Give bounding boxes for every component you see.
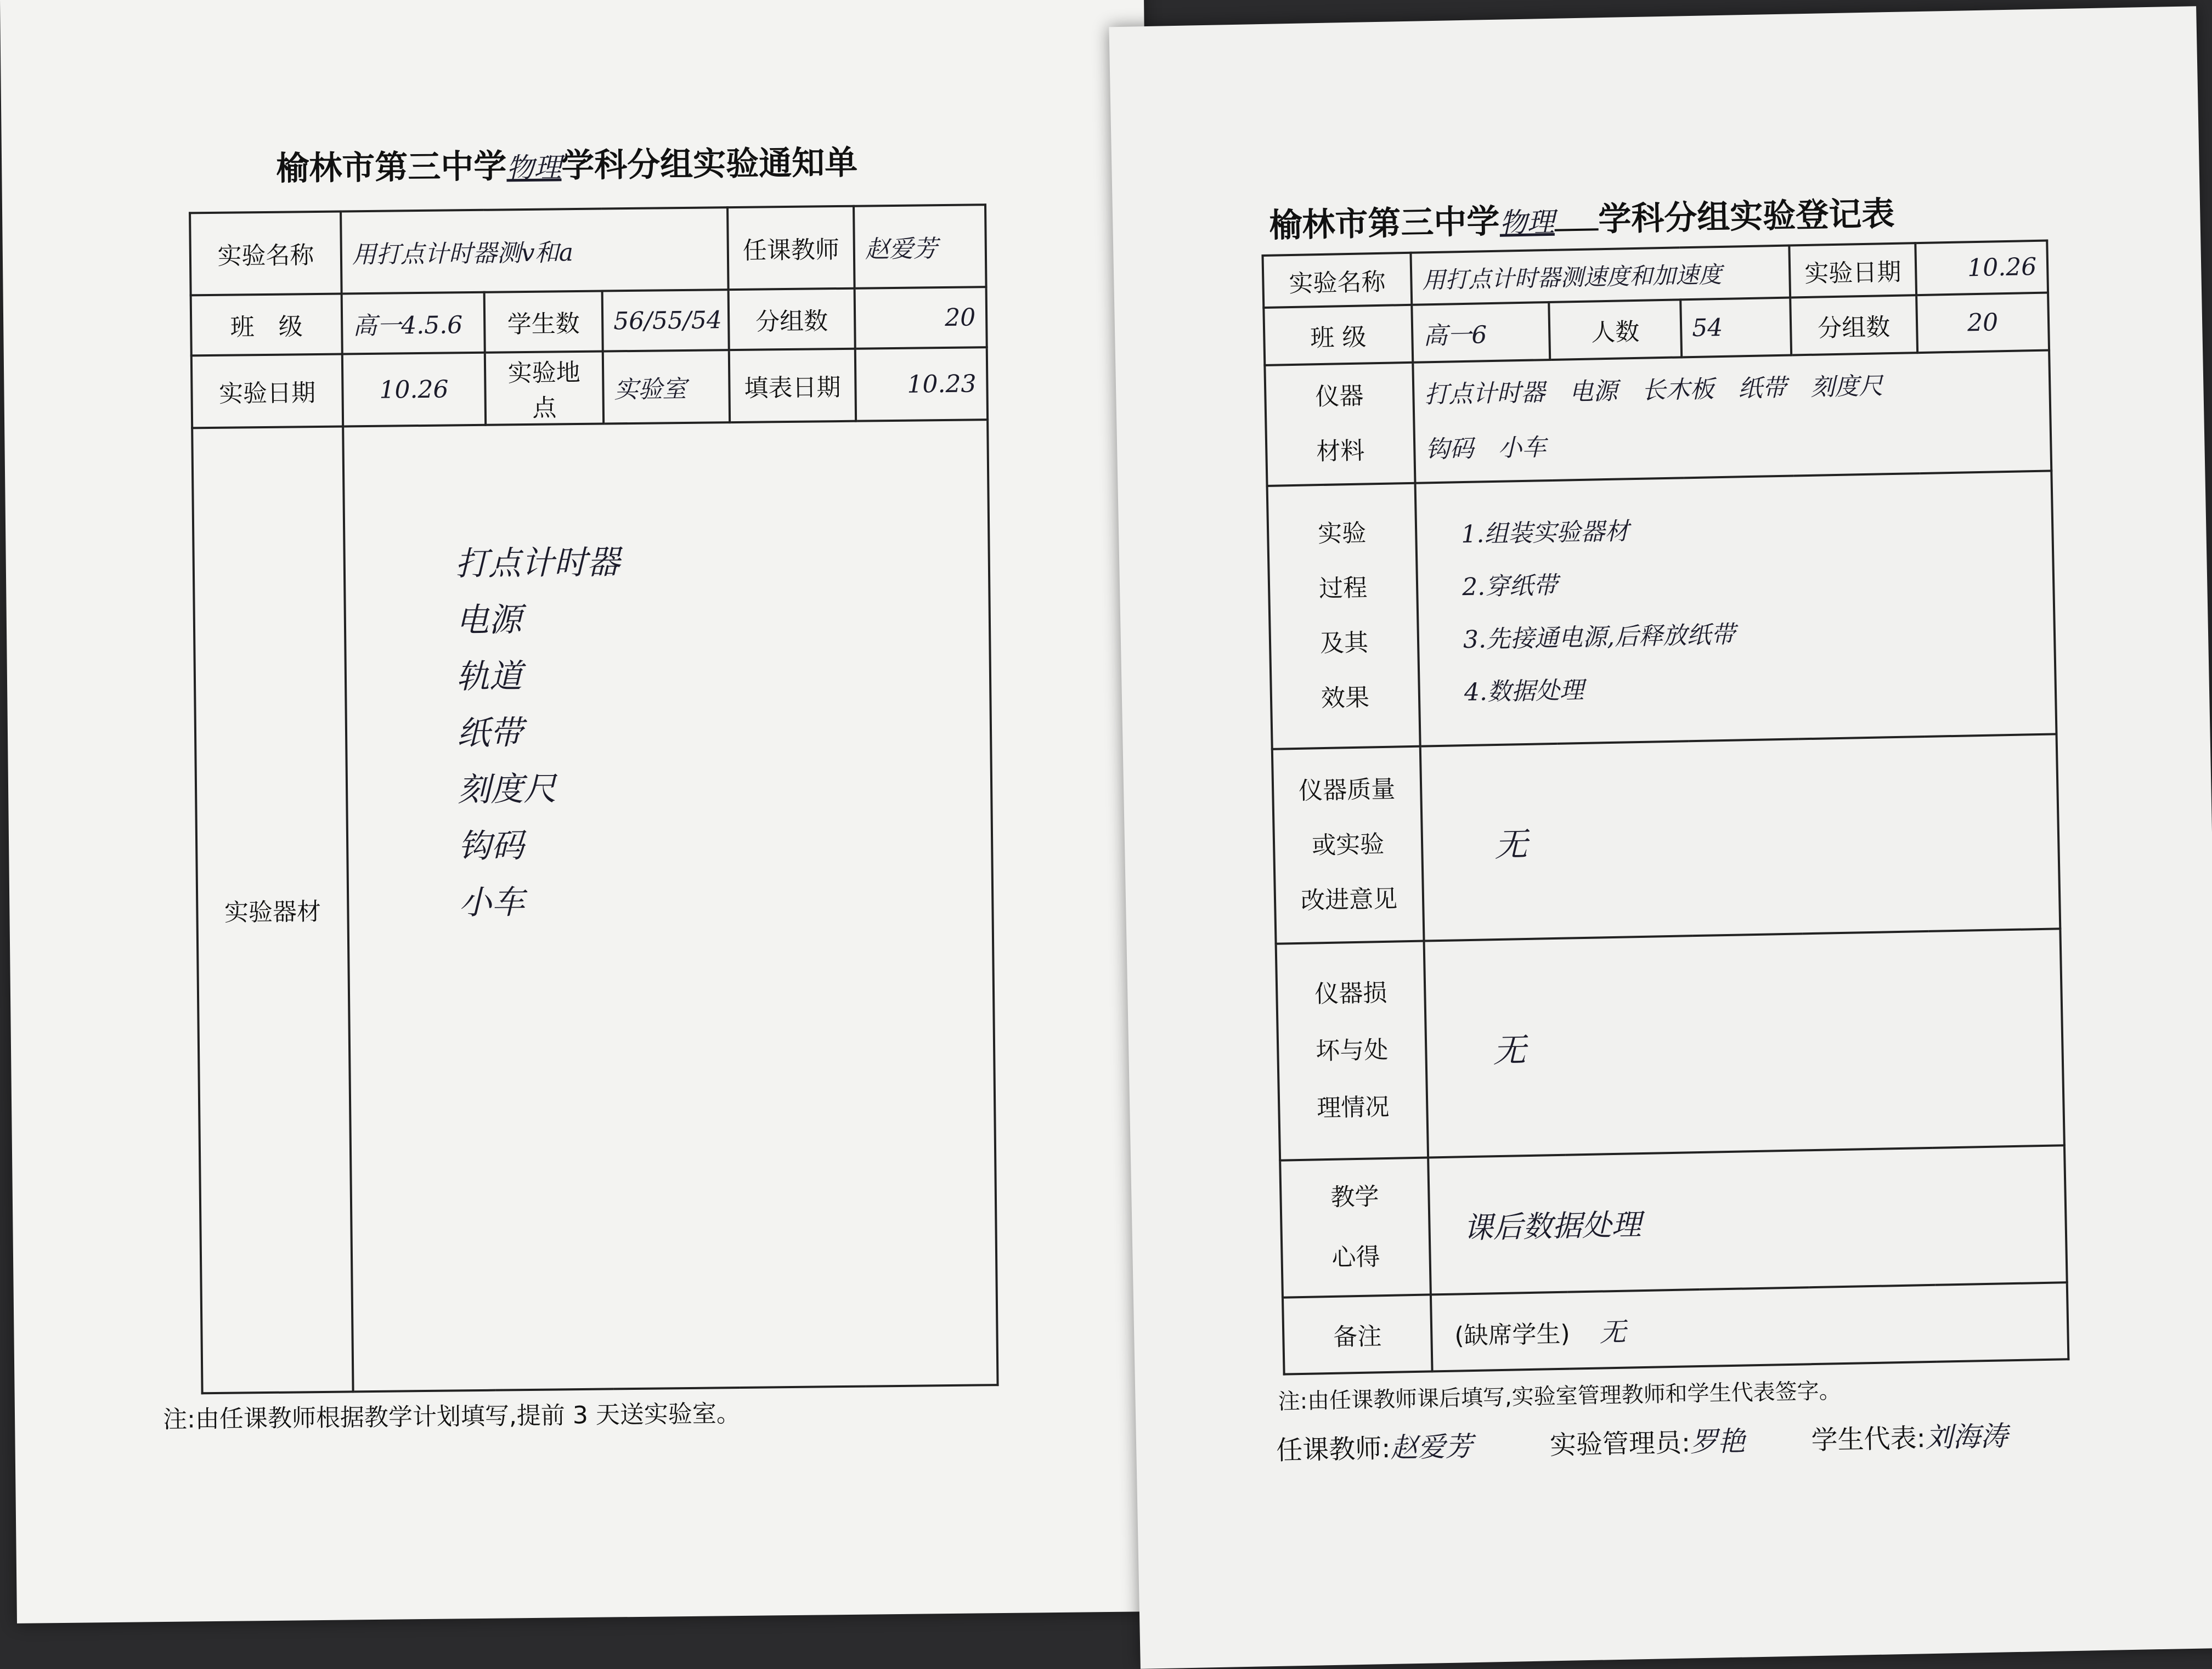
label-damage — [1276, 941, 1429, 1161]
registration-sheet — [1109, 6, 2212, 1668]
absent-value: 无 — [1599, 1316, 1627, 1348]
teacher-sign-value: 赵爱芳 — [1390, 1430, 1473, 1464]
label-quality — [1272, 746, 1424, 944]
left-note: 注:由任课教师根据教学计划填写,提前 3 天送实验室。 — [162, 1400, 741, 1434]
right-title-subject: 物理 — [1499, 206, 1555, 239]
right-title-suffix: 学科分组实验登记表 — [1598, 194, 1895, 239]
equipment-item: 刻度尺 — [457, 770, 557, 810]
right-note: 注:由任课教师课后填写,实验室管理教师和学生代表签字。 — [1278, 1378, 1842, 1415]
label-experiment-date: 实验日期 — [1789, 243, 1916, 297]
value-fill-date: 10.23 — [855, 347, 988, 421]
label-student-count: 学生数 — [484, 291, 603, 353]
value-class: 高一4.5.6 — [342, 292, 485, 354]
label-teaching-line: 心得 — [1331, 1243, 1381, 1272]
label-group-count: 分组数 — [1790, 295, 1917, 355]
label-instruments-line: 仪器 — [1314, 382, 1364, 411]
label-remarks: 备注 — [1283, 1294, 1432, 1374]
process-step: 2.穿纸带 — [1462, 571, 1558, 602]
instruments-line: 打点计时器 电源 长木板 纸带 刻度尺 — [1424, 372, 1883, 409]
label-class: 班 级 — [191, 294, 342, 356]
left-title-subject: 物理 — [506, 151, 562, 184]
label-location: 实验地点 — [485, 352, 603, 425]
value-experiment-date: 10.26 — [342, 353, 486, 427]
equipment-item: 电源 — [455, 601, 522, 640]
value-damage: 无 — [1424, 929, 2064, 1157]
value-people: 54 — [1680, 298, 1791, 358]
label-people: 人数 — [1549, 299, 1681, 360]
label-damage-line: 理情况 — [1316, 1093, 1390, 1122]
admin-sign-value: 罗艳 — [1690, 1425, 1746, 1458]
right-form-table — [1261, 240, 2069, 1376]
left-title-prefix: 榆林市第三中学 — [275, 147, 507, 188]
process-step: 1.组装实验器材 — [1460, 517, 1629, 549]
label-experiment-name: 实验名称 — [1262, 253, 1412, 308]
value-process — [1415, 471, 2057, 746]
value-experiment-name: 用打点计时器测速度和加速度 — [1410, 246, 1790, 305]
label-process-line: 及其 — [1319, 629, 1369, 658]
equipment-item: 打点计时器 — [455, 543, 620, 584]
left-title — [276, 137, 858, 190]
value-group-count: 20 — [1916, 293, 2049, 353]
label-damage-line: 坏与处 — [1315, 1036, 1389, 1065]
label-quality-line: 改进意见 — [1300, 885, 1398, 915]
admin-sign-label: 实验管理员: — [1549, 1427, 1691, 1461]
value-class: 高一6 — [1412, 302, 1550, 363]
absent-label: (缺席学生) — [1454, 1320, 1571, 1350]
value-group-count: 20 — [855, 287, 987, 349]
equipment-list — [344, 421, 992, 932]
label-equipment: 实验器材 — [192, 426, 353, 1393]
label-teaching — [1280, 1158, 1431, 1298]
equipment-item: 轨道 — [456, 657, 523, 697]
equipment-item: 纸带 — [456, 714, 523, 753]
equipment-cell — [343, 420, 997, 1391]
signature-row — [1276, 1414, 2008, 1468]
value-teacher: 赵爱芳 — [854, 205, 986, 288]
value-teaching: 课后数据处理 — [1428, 1145, 2067, 1294]
label-experiment-name: 实验名称 — [190, 212, 342, 296]
teacher-sign-label: 任课教师: — [1276, 1433, 1391, 1466]
label-process-line: 过程 — [1318, 574, 1368, 603]
right-title — [1269, 188, 1895, 247]
value-remarks — [1431, 1282, 2069, 1371]
value-student-count: 56/55/54 — [602, 290, 729, 351]
label-process — [1267, 483, 1420, 749]
instruments-line: 钩码 小车 — [1425, 433, 1547, 464]
right-title-prefix: 榆林市第三中学 — [1268, 202, 1500, 245]
student-sign-label: 学生代表: — [1811, 1423, 1926, 1456]
left-form-table — [189, 203, 999, 1394]
equipment-item: 钩码 — [458, 827, 524, 866]
label-damage-line: 仪器损 — [1314, 978, 1387, 1008]
label-experiment-date: 实验日期 — [191, 354, 343, 428]
student-sign-value: 刘海涛 — [1925, 1420, 2008, 1454]
process-step: 3.先接通电源,后释放纸带 — [1463, 620, 1736, 654]
label-group-count: 分组数 — [729, 288, 855, 350]
value-experiment-date: 10.26 — [1915, 241, 2048, 296]
value-instruments — [1413, 350, 2051, 483]
value-location: 实验室 — [603, 350, 730, 423]
label-process-line: 效果 — [1321, 683, 1370, 713]
equipment-item: 小车 — [458, 883, 525, 923]
process-step: 4.数据处理 — [1464, 676, 1584, 707]
label-instruments — [1265, 363, 1415, 486]
label-fill-date: 填表日期 — [729, 349, 856, 422]
label-instruments-line: 材料 — [1316, 437, 1365, 466]
value-quality: 无 — [1420, 734, 2061, 941]
label-quality-line: 仪器质量 — [1298, 775, 1396, 805]
value-experiment-name: 用打点计时器测v和a — [341, 207, 729, 293]
left-title-suffix: 学科分组实验通知单 — [561, 143, 858, 185]
label-quality-line: 或实验 — [1311, 830, 1385, 859]
label-teacher: 任课教师 — [727, 206, 855, 290]
label-teaching-line: 教学 — [1330, 1183, 1379, 1212]
label-process-line: 实验 — [1317, 519, 1367, 548]
label-class: 班 级 — [1263, 305, 1413, 365]
